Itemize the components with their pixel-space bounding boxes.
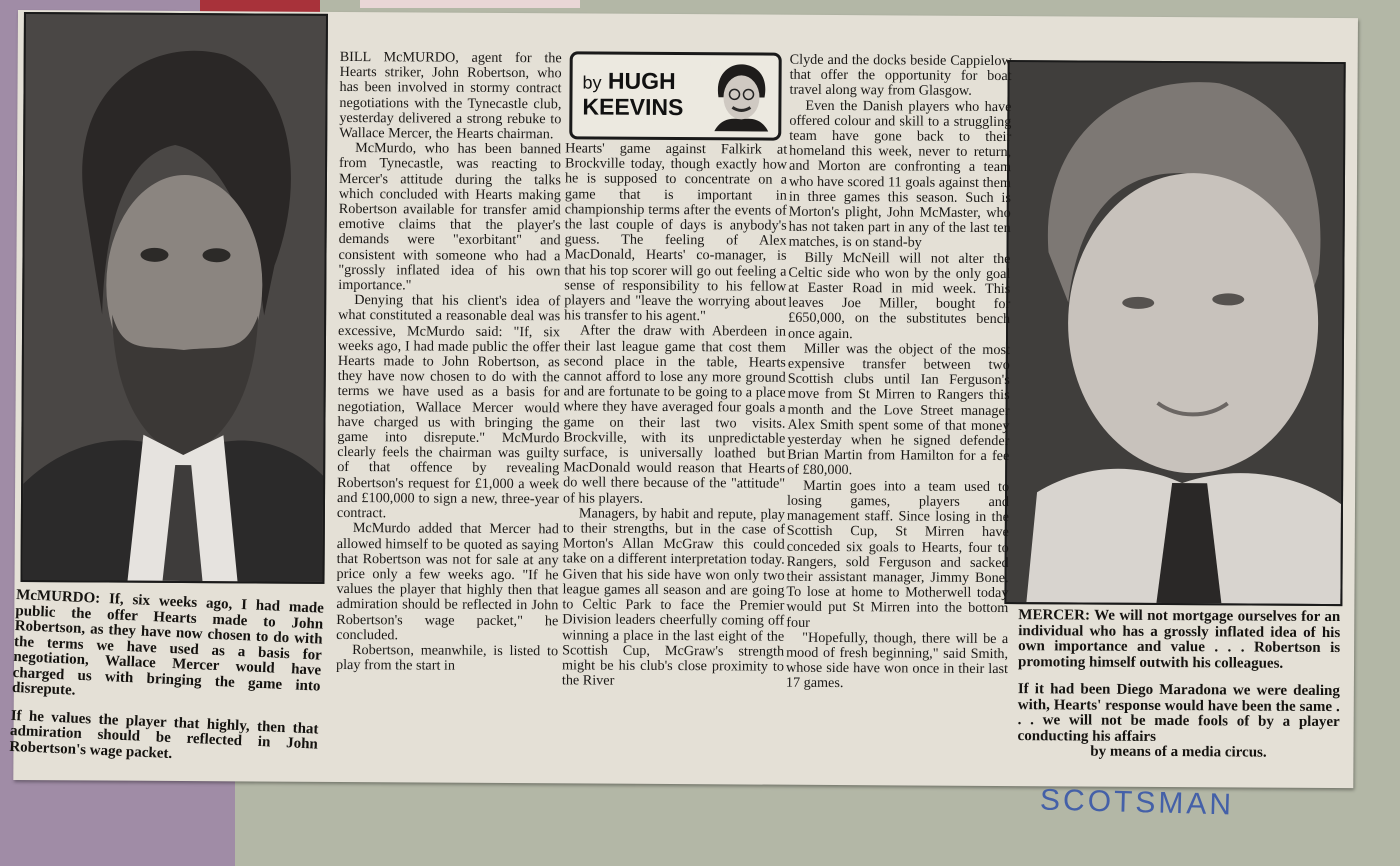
mercer-caption — [1017, 608, 1340, 773]
mcmurdo-caption — [9, 588, 325, 781]
newspaper-clipping — [9, 10, 1358, 788]
author-portrait — [710, 61, 772, 131]
article-paragraph: "Hopefully, though, there will be a mood of fresh beginning," said Smith, whose side have won once in their last 17 games. — [785, 629, 1009, 692]
article-column-3 — [786, 53, 1012, 693]
article-paragraph: Managers, by habit and repute, play to their strengths, but in the case of Morton's Allan McGraw this could take on a different interpretation today. Given that his side have won only two league games all season and are going to Celtic Park to face the Premier Division leaders cheerfully coming off winning a place in the last eight of the Scottish Cup, McGraw's strength might be his club's close proximity to the River — [561, 505, 785, 689]
article-paragraph: BILL McMURDO, agent for the Hearts striker, John Robertson, who has been involved in stormy contract negotiations with the Tynecastle club, yesterday delivered a strong rebuke to Wallace Mercer, the Hearts chairman. — [339, 48, 562, 143]
caption-quote-ending: by means of a media circus. — [1090, 743, 1267, 761]
byline-name-first: HUGH — [607, 67, 676, 95]
article-paragraph: Robertson, meanwhile, is listed to play from the start in — [335, 641, 559, 674]
byline-box — [569, 51, 782, 140]
article-paragraph: Billy McNeill will not alter the Celtic side who won by the only goal at Easter Road in mid week. This leaves Joe Miller, bought for £650,000, on the substitutes bench once again. — [787, 249, 1011, 342]
article-column-1 — [336, 50, 562, 675]
article-paragraph: After the draw with Aberdeen in their last league game that cost them second place in the table, Hearts cannot afford to lose any more ground and are fortunate to be going to a place where they have averaged four goals a game on their last two visits. Brockville, with its unpredictable surface, is universally loathed but MacDonald would reason that Hearts do well there because of the "attitude" of his players. — [562, 322, 787, 507]
caption-quote: McMURDO: If, six weeks ago, I had made public the offer Hearts made to John Robertson, as they have now chosen to do with the terms we have used as a basis for negotiation, Wallace Mercer would have charged us with bringing the game into disrepute. — [11, 587, 325, 699]
article-paragraph: Hearts' game against Falkirk at Brockville today, though exactly how he is supposed to concentrate on a game that is important in championship terms after the events of the last couple of days is anybody's guess. The feeling of Alex MacDonald, Hearts' co-manager, is that his top scorer will go out feeling a sense of responsibility to his fellow players and "leave the worrying about his transfer to his agent." — [564, 140, 788, 325]
article-paragraph: McMurdo added that Mercer had allowed himself to be quoted as saying that Robertson was not for sale at any price only a few weeks ago. "If he values the player that highly then that admiration should be reflected in John Robertson's wage packet," he concluded. — [336, 520, 559, 644]
article-paragraph: Clyde and the docks beside Cappielow that offer the opportunity for boat travel along way from Glasgow. — [789, 51, 1012, 100]
article-column-2 — [562, 141, 787, 690]
caption-quote: MERCER: We will not mortgage ourselves for an individual who has a grossly inflated idea of his own importance and value . . . Robertson is promoting himself outwith his colleagues. — [1017, 607, 1341, 672]
pink-paper-edge — [360, 0, 580, 8]
mercer-photo — [1004, 60, 1345, 606]
byline-name-last: KEEVINS — [582, 93, 684, 121]
caption-quote: If he values the player that highly, then that admiration should be reflected in John Robertson's wage packet. — [9, 707, 319, 762]
article-paragraph: Miller was the object of the most expensive transfer between two Scottish clubs until Ian Ferguson's move from St Mirren to Rangers this month and the Love Street manager Alex Smith spent some of that money yesterday when he signed defender Brian Martin from Hamilton for a fee of £80,000. — [787, 340, 1010, 479]
byline-text — [582, 68, 683, 119]
caption-quote — [1017, 682, 1339, 761]
article-paragraph: Denying that his client's idea of what constituted a reasonable deal was excessive, McMurdo said: "If, six weeks ago, I had made public the offer Hearts made to John Robertson, as they have now chosen to do with the terms we have used as a basis for negotiation, Wallace Mercer would have charged us with bringing the game into disrepute." McMurdo clearly feels the chairman was guilty of that offence by revealing Robertson's request for £1,000 a week and £100,000 to sign a new, three-year contract. — [336, 292, 561, 522]
handwritten-source-note: SCOTSMAN — [1039, 783, 1235, 822]
article-paragraph: Martin goes into a team used to losing games, players and management staff. Since losing in the Scottish Cup, St Mirren have conceded six goals to Hearts, four to Rangers, sold Ferguson and sacked their assistant manager, Jimmy Bone. To lose at home to Motherwell today would put St Mirren into the bottom four — [786, 477, 1010, 631]
article-paragraph: Even the Danish players who have offered colour and skill to a struggling team have gone back to their homeland this week, never to return, and Morton are confronting a team who have scored 11 goals against them in three games this season. Such is Morton's plight, John McMaster, who has not taken part in any of the last ten matches, is on stand-by — [788, 97, 1012, 251]
byline-prefix: by — [582, 72, 602, 93]
caption-quote-text: If it had been Diego Maradona we were dealing with, Hearts' response would have been the same . . . we will not be made fools of by a player conducting his affairs — [1017, 681, 1340, 745]
article-paragraph: McMurdo, who has been banned from Tynecastle, was reacting to Mercer's attitude during the talks which concluded with Hearts making Robertson available for transfer amid emotive claims that the player's demands were "exorbitant" and consistent with someone who had a "grossly inflated idea of his own importance." — [338, 140, 562, 294]
mcmurdo-photo — [21, 12, 328, 584]
